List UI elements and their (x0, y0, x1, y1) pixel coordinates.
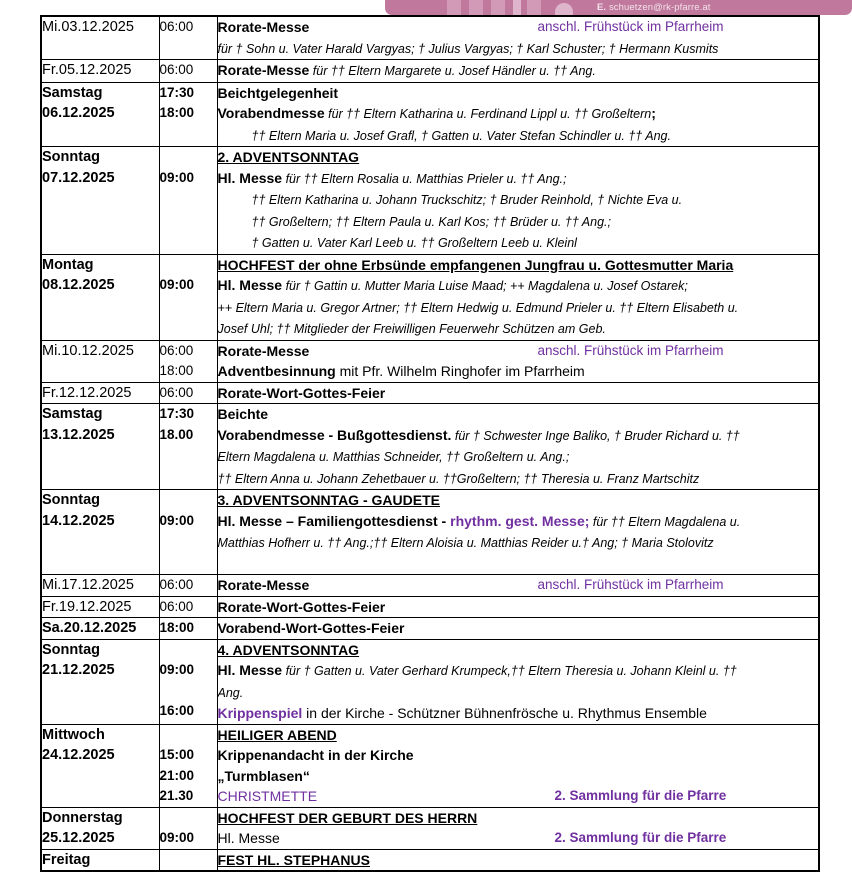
time-line: 09:00 (159, 830, 195, 845)
date-line: 07.12.2025 (42, 169, 115, 186)
cell-event (217, 147, 819, 255)
event-text: Beichte (217, 406, 269, 422)
event-text: Beichtgelegenheit (217, 84, 339, 101)
event-text: in der Kirche - Schützner Bühnenfrösche u. Rhythmus Ensemble (302, 705, 707, 721)
cell-date (41, 807, 159, 849)
event-line (218, 168, 819, 190)
event-text: ++ Eltern Maria u. Gregor Artner; †† Eltern Hedwig u. Edmund Prieler u. †† Eltern Elisabeth u. (217, 300, 739, 315)
time-line: 09:00 (159, 277, 195, 292)
time-line: 09:00 (159, 512, 195, 528)
event-text: Hl. Messe (217, 277, 283, 293)
event-line (218, 597, 819, 618)
event-text: HOCHFEST der ohne Erbsünde empfangenen Jungfrau u. Gottesmutter Maria (217, 256, 734, 273)
table-row (41, 147, 819, 255)
event-line (218, 850, 819, 871)
event-line (218, 318, 819, 340)
cell-event (217, 596, 819, 618)
event-note: anschl. Frühstück im Pfarrheim (537, 342, 724, 358)
event-text: Matthias Hofherr u. †† Ang.;†† Eltern Aloisia u. Matthias Reider u.† Ang; † Maria Stolovitz (217, 536, 714, 550)
cell-date (41, 147, 159, 255)
event-line (218, 125, 819, 147)
cell-date (41, 16, 159, 60)
date-line: Mi.17.12.2025 (42, 577, 134, 593)
event-line (218, 341, 819, 362)
event-text: für † Schwester Inge Baliko, † Bruder Richard u. †† (451, 428, 740, 443)
cell-time (159, 16, 217, 60)
time-line: 06:00 (159, 19, 194, 34)
date-line: Sonntag (42, 641, 100, 658)
event-text: Ang. (217, 685, 244, 700)
date-line: Sa.20.12.2025 (42, 620, 137, 636)
event-line (218, 682, 819, 704)
event-line (218, 745, 819, 766)
event-text: für † Sohn u. Vater Harald Vargyas; † Julius Vargyas; † Karl Schuster; † Hermann Kusmits (217, 41, 719, 56)
time-line: 18.00 (159, 426, 194, 442)
event-line (218, 60, 819, 82)
event-line (218, 255, 819, 276)
date-line: 08.12.2025 (42, 277, 115, 293)
date-line: Samstag (42, 84, 103, 101)
event-line (218, 275, 819, 297)
time-line: 18:00 (159, 105, 195, 120)
cell-date (41, 340, 159, 382)
event-line (218, 147, 819, 168)
table-row (41, 849, 819, 871)
cell-time (159, 147, 217, 255)
cell-date (41, 596, 159, 618)
date-line: Montag (42, 256, 94, 273)
event-line (218, 38, 819, 60)
event-line (218, 297, 819, 319)
event-text: †† Eltern Maria u. Josef Grafl, † Gatten u. Vater Stefan Schindler u. †† Ang. (251, 128, 671, 143)
cell-date (41, 849, 159, 871)
event-text: HOCHFEST DER GEBURT DES HERRN (217, 809, 478, 826)
date-line: Sonntag (42, 149, 100, 165)
table-row (41, 340, 819, 382)
cell-time (159, 60, 217, 83)
event-line (218, 189, 819, 211)
event-text: Vorabendmesse - Bußgottesdienst. (217, 426, 452, 443)
time-line: 21:00 (159, 767, 195, 783)
time-line: 18:00 (159, 363, 194, 378)
cell-event (217, 382, 819, 404)
event-text: †† Eltern Katharina u. Johann Truckschitz; † Bruder Reinhold, † Nichte Eva u. (251, 193, 683, 207)
cell-event (217, 639, 819, 724)
date-line: Fr.05.12.2025 (42, 62, 132, 78)
time-line: 09:00 (159, 662, 195, 677)
event-text: 3. ADVENTSONNTAG - GAUDETE (217, 492, 440, 508)
cell-date (41, 490, 159, 575)
table-row (41, 618, 819, 640)
event-line (218, 490, 819, 511)
date-line: Fr.12.12.2025 (42, 384, 132, 401)
table-row (41, 404, 819, 490)
event-text: Hl. Messe (217, 830, 280, 846)
date-line: 14.12.2025 (42, 512, 115, 529)
time-line: 06:00 (159, 577, 194, 592)
event-line (218, 640, 819, 661)
mass-schedule-table (40, 15, 820, 872)
table-row (41, 60, 819, 83)
table-row (41, 639, 819, 724)
cell-date (41, 575, 159, 597)
cell-event (217, 60, 819, 83)
date-line: Mi.10.12.2025 (42, 342, 134, 359)
event-text: HEILIGER ABEND (217, 726, 337, 743)
event-line (218, 808, 819, 829)
date-line: 06.12.2025 (42, 105, 115, 121)
event-text: für †† Eltern Rosalia u. Matthias Prieler u. †† Ang.; (282, 171, 567, 186)
table-row (41, 596, 819, 618)
date-line: Donnerstag (42, 809, 123, 826)
event-line (218, 618, 819, 639)
event-line (218, 17, 819, 38)
cell-date (41, 382, 159, 404)
date-line: Mittwoch (42, 726, 105, 743)
table-row (41, 807, 819, 849)
event-line (218, 786, 819, 807)
cell-time (159, 618, 217, 640)
event-line (218, 404, 819, 425)
time-line: 06:00 (159, 342, 194, 358)
cell-event (217, 807, 819, 849)
event-text: für †† Eltern Katharina u. Ferdinand Lippl u. †† Großeltern (324, 107, 652, 121)
event-line (218, 361, 819, 382)
cell-event (217, 724, 819, 807)
cell-time (159, 254, 217, 340)
time-line: 09:00 (159, 169, 195, 185)
date-line: 13.12.2025 (42, 426, 115, 443)
cell-time (159, 575, 217, 597)
cell-event (217, 849, 819, 871)
event-text: Hl. Messe (217, 169, 283, 186)
date-line: Fr.19.12.2025 (42, 598, 132, 615)
event-text: † Gatten u. Vater Karl Leeb u. †† Großeltern Leeb u. Kleinl (251, 236, 577, 250)
event-line (218, 468, 819, 490)
cell-time (159, 807, 217, 849)
table-row (41, 16, 819, 60)
email-address: schuetzen@rk-pfarre.at (608, 2, 711, 13)
event-text: „Turmblasen“ (217, 767, 310, 784)
cell-event (217, 16, 819, 60)
event-text: Hl. Messe (217, 662, 283, 678)
date-line: 24.12.2025 (42, 747, 115, 763)
event-text: Krippenspiel (217, 705, 303, 721)
cell-time (159, 490, 217, 575)
event-text: Josef Uhl; †† Mitglieder der Freiwilligen Feuerwehr Schützen am Geb. (217, 322, 606, 336)
cell-event (217, 254, 819, 340)
cell-time (159, 340, 217, 382)
event-text: ; (651, 105, 656, 121)
event-line (218, 511, 819, 533)
cell-date (41, 254, 159, 340)
cell-event (217, 340, 819, 382)
event-line (218, 554, 819, 575)
time-line: 16:00 (159, 703, 195, 718)
cell-event (217, 490, 819, 575)
cell-event (217, 82, 819, 147)
event-note: anschl. Frühstück im Pfarrheim (537, 19, 724, 34)
event-line (218, 232, 819, 254)
event-line (218, 766, 819, 787)
event-note: anschl. Frühstück im Pfarrheim (537, 577, 724, 592)
cell-date (41, 82, 159, 147)
time-line: 17:30 (159, 84, 195, 100)
event-text: für †† Eltern Magdalena u. (589, 514, 741, 529)
event-text: 2. ADVENTSONNTAG (217, 149, 360, 165)
cell-time (159, 82, 217, 147)
cell-date (41, 724, 159, 807)
event-text: FEST HL. STEPHANUS (217, 851, 370, 868)
event-line (218, 725, 819, 746)
event-text: für † Gattin u. Mutter Maria Luise Maad; ++ Magdalena u. Josef Ostarek; (282, 279, 688, 293)
schedule-table-body (41, 16, 819, 871)
event-line (218, 446, 819, 468)
event-text: Rorate-Wort-Gottes-Feier (217, 384, 386, 401)
cell-event (217, 575, 819, 597)
cell-time (159, 639, 217, 724)
event-line (218, 532, 819, 554)
event-line (218, 211, 819, 233)
date-line: Freitag (42, 851, 91, 868)
event-text: für †† Eltern Margarete u. Josef Händler u. †† Ang. (309, 64, 596, 78)
event-line (218, 703, 819, 724)
cell-time (159, 404, 217, 490)
event-text: für † Gatten u. Vater Gerhard Krumpeck,†† Eltern Theresia u. Johann Kleinl u. †† (282, 664, 737, 678)
event-line (218, 575, 819, 596)
event-line (218, 83, 819, 104)
event-text: Adventbesinnung (217, 363, 336, 379)
time-line: 17:30 (159, 406, 195, 421)
time-line: 06:00 (159, 384, 194, 400)
event-text: Rorate-Messe (217, 62, 310, 78)
cell-date (41, 639, 159, 724)
table-row (41, 490, 819, 575)
event-text: mit Pfr. Wilhelm Ringhofer im Pfarrheim (335, 363, 585, 379)
event-text: Rorate-Messe (217, 342, 310, 359)
email-prefix: E. (597, 2, 607, 13)
event-line (218, 425, 819, 447)
event-text: Eltern Magdalena u. Matthias Schneider, †† Großeltern u. Ang.; (217, 450, 570, 464)
cell-date (41, 404, 159, 490)
table-row (41, 254, 819, 340)
parish-banner-strip (385, 0, 852, 15)
event-text: †† Eltern Anna u. Johann Zehetbauer u. ††Großeltern; †† Theresia u. Franz Martschitz (217, 471, 700, 486)
event-line (218, 660, 819, 682)
table-row (41, 82, 819, 147)
time-line: 21.30 (159, 788, 194, 803)
time-line: 18:00 (159, 620, 195, 635)
cell-time (159, 849, 217, 871)
event-line (218, 103, 819, 125)
parish-email (597, 0, 711, 15)
date-line: 25.12.2025 (42, 830, 115, 846)
event-text: 4. ADVENTSONNTAG (217, 641, 360, 658)
event-text: Rorate-Messe (217, 19, 310, 35)
event-text: Vorabend-Wort-Gottes-Feier (217, 620, 405, 636)
event-text: Hl. Messe – Familiengottesdienst - (217, 512, 451, 529)
time-line: 06:00 (159, 598, 194, 614)
table-row (41, 382, 819, 404)
event-text: Vorabendmesse (217, 105, 325, 121)
event-text: †† Großeltern; †† Eltern Paula u. Karl Kos; †† Brüder u. †† Ang.; (251, 214, 611, 229)
cell-time (159, 596, 217, 618)
event-text: Rorate-Messe (217, 577, 310, 593)
cell-time (159, 724, 217, 807)
event-text: Rorate-Wort-Gottes-Feier (217, 598, 386, 615)
event-note: 2. Sammlung für die Pfarre (554, 788, 727, 803)
event-text: Krippenandacht in der Kirche (217, 747, 414, 763)
date-line: 21.12.2025 (42, 662, 115, 678)
event-note: 2. Sammlung für die Pfarre (554, 830, 727, 845)
table-row (41, 724, 819, 807)
table-row (41, 575, 819, 597)
date-line: Samstag (42, 406, 103, 422)
cell-date (41, 60, 159, 83)
date-line: Sonntag (42, 492, 100, 508)
cell-event (217, 404, 819, 490)
cell-event (217, 618, 819, 640)
cell-date (41, 618, 159, 640)
event-line (218, 828, 819, 849)
event-line (218, 383, 819, 404)
date-line: Mi.03.12.2025 (42, 19, 134, 35)
time-line: 15:00 (159, 747, 195, 762)
event-text: CHRISTMETTE (217, 788, 318, 804)
church-silhouette-icon (387, 0, 587, 15)
cell-time (159, 382, 217, 404)
event-text: rhythm. gest. Messe; (450, 512, 590, 529)
time-line: 06:00 (159, 62, 194, 77)
